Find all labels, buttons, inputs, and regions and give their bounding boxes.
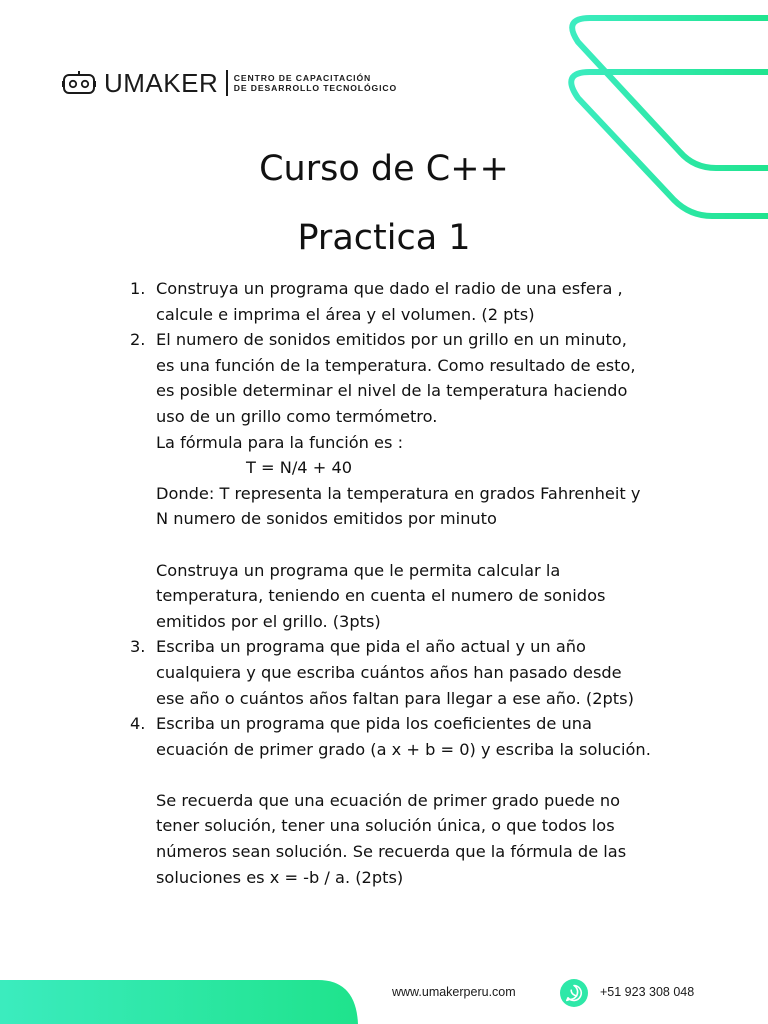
exercise-item-3 bbox=[130, 634, 670, 711]
item-number: 3. bbox=[130, 637, 146, 657]
item-text-line: Se recuerda que una ecuación de primer grado puede no bbox=[156, 790, 620, 810]
tagline-line-1: CENTRO DE CAPACITACIÓN bbox=[233, 73, 372, 83]
item-text-line: Donde: T representa la temperatura en grados Fahrenheit y bbox=[156, 483, 641, 503]
item-text-line: Construya un programa que dado el radio de una esfera , bbox=[156, 279, 623, 298]
exercise-list bbox=[130, 276, 670, 890]
item-text-line: El numero de sonidos emitidos por un grillo en un minuto, bbox=[156, 330, 627, 350]
item-text-line: N numero de sonidos emitidos por minuto bbox=[156, 509, 497, 529]
item-text-line: es una función de la temperatura. Como resultado de esto, bbox=[156, 355, 636, 375]
item-number: 4. bbox=[130, 714, 146, 734]
brand-name: UMAKER bbox=[104, 68, 219, 98]
blank-line bbox=[156, 532, 670, 558]
formula: T = N/4 + 40 bbox=[246, 458, 353, 478]
item-text-line: uso de un grillo como termómetro. bbox=[156, 406, 438, 426]
item-text-line: calcule e imprima el área y el volumen. (2 pts) bbox=[156, 304, 535, 324]
item-text-line: ecuación de primer grado (a x + b = 0) y escriba la solución. bbox=[156, 739, 651, 759]
exercise-item-1 bbox=[130, 276, 670, 327]
item-text-line: Escriba un programa que pida los coeficientes de una bbox=[156, 714, 592, 734]
blank-line bbox=[156, 762, 670, 788]
page-title: Curso de C++ bbox=[259, 149, 509, 189]
phone-number[interactable]: +51 923 308 048 bbox=[600, 985, 695, 999]
item-text-line: tener solución, tener una solución única, o que todos los bbox=[156, 816, 615, 836]
item-number: 2. bbox=[130, 330, 146, 350]
whatsapp-icon[interactable] bbox=[560, 979, 588, 1007]
logo-divider bbox=[226, 70, 228, 96]
accent-band-bottom bbox=[571, 72, 768, 216]
item-text-line: Construya un programa que le permita calcular la bbox=[156, 560, 561, 580]
item-text-line: temperatura, teniendo en cuenta el numero de sonidos bbox=[156, 586, 606, 606]
item-text-line: cualquiera y que escriba cuántos años han pasado desde bbox=[156, 662, 622, 682]
item-text-line: números sean solución. Se recuerda que la fórmula de las bbox=[156, 842, 627, 862]
item-text-line: ese año o cuántos años faltan para llegar a ese año. (2pts) bbox=[156, 688, 634, 708]
robot-head-icon bbox=[62, 70, 96, 96]
brand-tagline bbox=[234, 73, 397, 93]
exercise-item-2 bbox=[130, 327, 670, 634]
item-text-line: emitidos por el grillo. (3pts) bbox=[156, 611, 381, 631]
item-text-line: Escriba un programa que pida el año actual y un año bbox=[156, 637, 586, 657]
tagline-line-2: DE DESARROLLO TECNOLÓGICO bbox=[233, 83, 398, 93]
item-number: 1. bbox=[130, 279, 146, 298]
accent-footer-block bbox=[0, 980, 358, 1024]
umaker-logo bbox=[62, 66, 397, 100]
website-link[interactable]: www.umakerperu.com bbox=[392, 985, 516, 999]
item-text-line: La fórmula para la función es : bbox=[156, 432, 404, 452]
item-text-line: es posible determinar el nivel de la temperatura haciendo bbox=[156, 381, 628, 401]
page-subtitle: Practica 1 bbox=[297, 218, 471, 258]
item-text-line: soluciones es x = -b / a. (2pts) bbox=[156, 867, 404, 887]
exercise-item-4 bbox=[130, 711, 670, 890]
accent-band-top bbox=[572, 18, 768, 168]
